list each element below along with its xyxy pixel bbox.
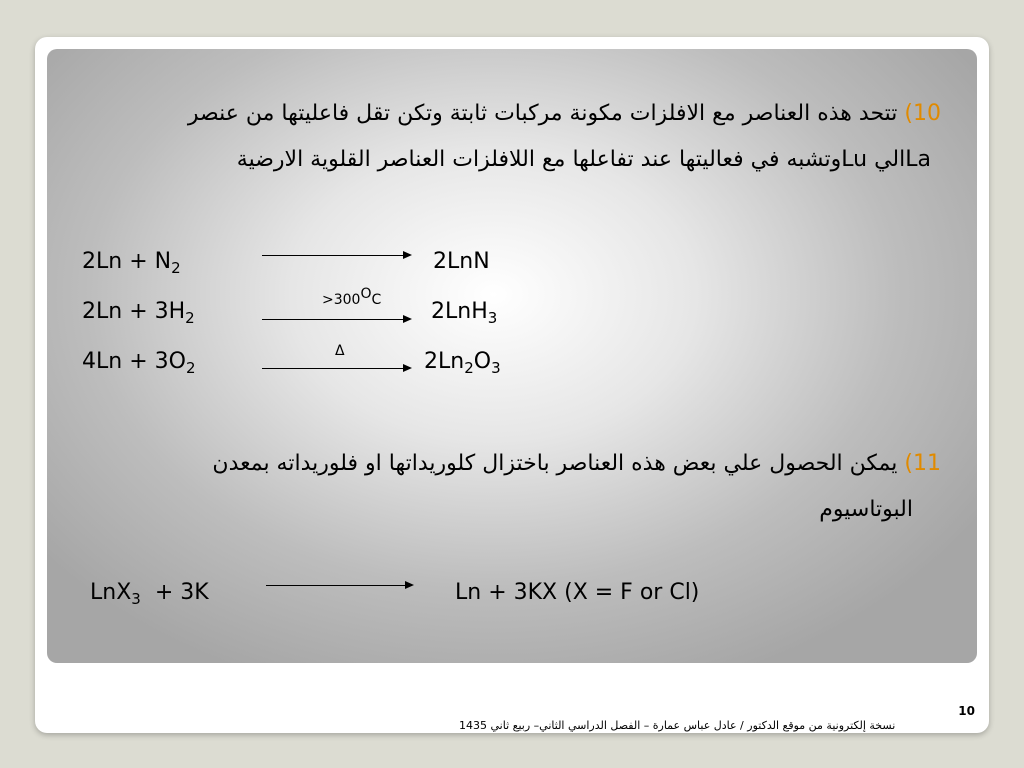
reaction-1-rhs bbox=[433, 249, 490, 274]
reaction-2-condition-temp: >300 bbox=[322, 292, 361, 308]
point-10-number: 10) bbox=[904, 101, 941, 126]
reaction-3-rhs-a: 2Ln bbox=[424, 349, 465, 374]
reaction-2-arrow bbox=[262, 319, 410, 320]
reaction-1-lhs-text: 2Ln + N bbox=[82, 249, 172, 274]
point-10-text-1: تتحد هذه العناصر مع الافلزات مكونة مركبات ثابتة وتكن تقل فاعليتها من عنصر bbox=[187, 101, 898, 126]
reaction-1-rhs-text: 2LnN bbox=[433, 249, 490, 274]
reaction-4-lhs bbox=[90, 580, 209, 608]
reaction-2-rhs-text: 2LnH bbox=[431, 299, 488, 324]
reaction-3-arrow bbox=[262, 368, 410, 369]
reaction-3-lhs bbox=[82, 349, 196, 377]
reaction-1-arrow bbox=[262, 255, 410, 256]
reaction-3-lhs-text: 4Ln + 3O bbox=[82, 349, 186, 374]
reaction-4-arrow bbox=[266, 585, 412, 586]
reaction-2-lhs-sub: 2 bbox=[185, 309, 195, 327]
footer-text: نسخة إلكترونية من موقع الدكتور / عادل عباس عمارة – الفصل الدراسي الثاني– ربيع ثاني 1435 bbox=[459, 719, 896, 732]
reaction-4-lhs-a: LnX bbox=[90, 580, 132, 605]
reaction-3-rhs-b-sub: 3 bbox=[491, 359, 501, 377]
point-11-line-1 bbox=[212, 451, 941, 476]
reaction-2-condition-degree: O bbox=[360, 286, 372, 302]
reaction-2-lhs-text: 2Ln + 3H bbox=[82, 299, 186, 324]
point-11-number: 11) bbox=[904, 451, 941, 476]
reaction-3-rhs-b: O bbox=[473, 349, 492, 374]
reaction-3-lhs-sub: 2 bbox=[185, 359, 196, 377]
slide bbox=[35, 37, 989, 733]
reaction-2-rhs-sub: 3 bbox=[487, 309, 498, 327]
slide-content-area bbox=[47, 49, 977, 663]
reaction-4-lhs-sub: 3 bbox=[131, 590, 141, 608]
point-11-line-2: البوتاسيوم bbox=[819, 497, 913, 522]
reaction-1-lhs bbox=[82, 249, 181, 277]
reaction-3-rhs-a-sub: 2 bbox=[464, 359, 474, 377]
point-10-line-1 bbox=[188, 101, 941, 126]
reaction-4-lhs-b: + 3K bbox=[154, 580, 209, 605]
reaction-2-rhs bbox=[431, 299, 498, 327]
reaction-2-condition-unit: C bbox=[371, 292, 382, 308]
reaction-2-condition bbox=[322, 286, 382, 308]
point-10-line-2: Laالي Luوتشبه في فعاليتها عند تفاعلها مع اللافلزات العناصر القلوية الارضية bbox=[236, 147, 931, 172]
reaction-3-condition: Δ bbox=[335, 343, 345, 359]
reaction-2-lhs bbox=[82, 299, 195, 327]
reaction-1-lhs-sub: 2 bbox=[171, 259, 181, 277]
page-number: 10 bbox=[958, 704, 975, 718]
reaction-4-rhs: Ln + 3KX (X = F or Cl) bbox=[455, 580, 700, 605]
point-11-text-1: يمكن الحصول علي بعض هذه العناصر باختزال كلوريداتها او فلوريداته بمعدن bbox=[212, 451, 898, 476]
reaction-3-rhs bbox=[424, 349, 501, 377]
